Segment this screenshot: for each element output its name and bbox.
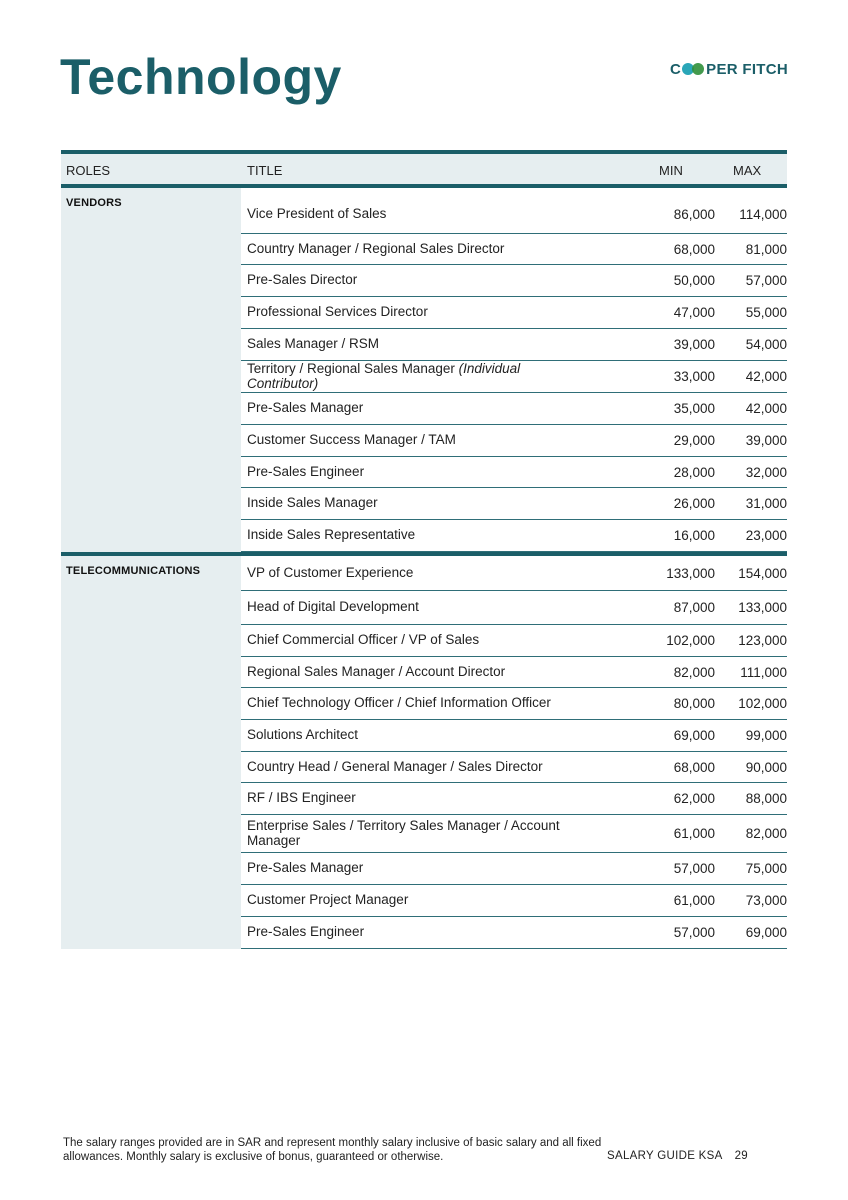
table-row: [241, 457, 787, 488]
row-max-salary: 31,000: [745, 496, 787, 511]
row-title: [241, 665, 641, 680]
table-row: [241, 885, 787, 917]
row-title: [241, 433, 641, 448]
row-title-text: VP of Customer Experience: [247, 564, 414, 580]
column-header-title: TITLE: [247, 163, 283, 178]
row-max-salary: 75,000: [745, 861, 787, 876]
row-title-text: Sales Manager / RSM: [247, 336, 380, 352]
row-max-salary: 154,000: [738, 565, 787, 581]
row-max-salary: 54,000: [745, 337, 787, 352]
footer-note: The salary ranges provided are in SAR and represent monthly salary inclusive of basic salary and all fixed allowances. Monthly salary is exclusive of bonus, guaranteed or otherwise.: [63, 1137, 602, 1163]
table-row: [241, 720, 787, 752]
row-max-salary: 114,000: [739, 207, 787, 222]
row-title-text: Pre-Sales Manager: [247, 400, 364, 416]
table-row: [241, 329, 787, 361]
row-min-salary: 50,000: [673, 273, 715, 288]
table-row: [241, 625, 787, 657]
row-min-salary: 68,000: [673, 241, 715, 257]
row-title: [241, 760, 641, 775]
row-title-text: Inside Sales Representative: [247, 527, 416, 543]
column-header-min: MIN: [659, 163, 683, 178]
row-title: [241, 337, 641, 352]
row-title: [241, 273, 641, 288]
row-max-salary: 90,000: [745, 759, 787, 775]
table-row: [241, 752, 787, 783]
table-row: [241, 265, 787, 297]
row-min-salary: 61,000: [673, 826, 715, 841]
guide-name: SALARY GUIDE KSA: [607, 1150, 723, 1162]
table-row: [241, 853, 787, 885]
row-min-salary: 62,000: [673, 791, 715, 806]
row-min-salary: 26,000: [673, 496, 715, 511]
row-min-salary: 16,000: [673, 528, 715, 543]
row-title: [241, 696, 641, 711]
row-title-text: Customer Project Manager: [247, 892, 409, 908]
table-row: [241, 556, 787, 591]
page-title: Technology: [60, 49, 342, 105]
row-title-text: Chief Technology Officer / Chief Information Officer: [247, 695, 551, 711]
row-max-salary: 81,000: [745, 241, 787, 257]
row-min-salary: 28,000: [673, 464, 715, 480]
row-max-salary: 111,000: [740, 664, 787, 680]
row-title: [241, 242, 641, 257]
row-title-text: Professional Services Director: [247, 304, 428, 320]
row-min-salary: 57,000: [673, 861, 715, 876]
row-title: [241, 528, 641, 543]
row-title-note: (Individual Contributor): [247, 360, 521, 391]
row-title-text: Inside Sales Manager: [247, 495, 378, 511]
row-title: [241, 496, 641, 511]
row-min-salary: 87,000: [673, 600, 715, 615]
footer-guide: [607, 1150, 748, 1162]
table-row: [241, 520, 787, 552]
group-label: TELECOMMUNICATIONS: [61, 556, 241, 949]
table-body: [61, 188, 787, 949]
table-row: [241, 361, 787, 393]
row-title: [241, 728, 641, 743]
group-rows: [241, 556, 787, 949]
row-title: [241, 566, 641, 581]
row-title: [241, 465, 641, 480]
role-group: [61, 556, 787, 949]
row-title: [241, 861, 641, 876]
row-max-salary: 123,000: [738, 633, 787, 648]
row-title: [241, 207, 641, 222]
row-max-salary: 42,000: [745, 369, 787, 384]
table-row: [241, 815, 787, 853]
row-max-salary: 32,000: [745, 464, 787, 480]
column-header-roles: ROLES: [66, 163, 111, 178]
row-max-salary: 88,000: [745, 791, 787, 806]
row-title-text: Solutions Architect: [247, 727, 359, 743]
row-title-text: Pre-Sales Director: [247, 272, 358, 288]
group-rows: [241, 188, 787, 552]
row-title-text: Country Manager / Regional Sales Director: [247, 240, 505, 256]
table-row: [241, 425, 787, 457]
table-row: [241, 188, 787, 234]
table-header: [61, 150, 787, 188]
table-row: [241, 688, 787, 720]
row-title-text: Head of Digital Development: [247, 599, 419, 615]
row-title: [241, 362, 641, 392]
table-row: [241, 657, 787, 688]
row-max-salary: 73,000: [745, 893, 787, 908]
logo-text-right: PER FITCH: [706, 60, 789, 78]
row-min-salary: 68,000: [673, 759, 715, 775]
table-row: [241, 297, 787, 329]
row-max-salary: 57,000: [745, 273, 787, 288]
row-max-salary: 82,000: [745, 826, 787, 841]
row-min-salary: 33,000: [673, 369, 715, 384]
table-row: [241, 591, 787, 625]
table-row: [241, 488, 787, 520]
row-title-text: RF / IBS Engineer: [247, 790, 356, 806]
row-title-text: Customer Success Manager / TAM: [247, 432, 456, 448]
row-min-salary: 47,000: [673, 305, 715, 320]
row-min-salary: 80,000: [673, 696, 715, 711]
row-min-salary: 86,000: [673, 207, 715, 222]
role-group: [61, 188, 787, 552]
row-title: [241, 401, 641, 416]
row-max-salary: 69,000: [745, 925, 787, 940]
row-title-text: Regional Sales Manager / Account Director: [247, 663, 506, 679]
row-max-salary: 99,000: [745, 728, 787, 743]
table-row: [241, 393, 787, 425]
cooper-fitch-logo: [670, 60, 788, 78]
row-min-salary: 69,000: [673, 728, 715, 743]
row-title: [241, 893, 641, 908]
row-title-text: Chief Commercial Officer / VP of Sales: [247, 632, 480, 648]
row-title-text: Territory / Regional Sales Manager: [247, 360, 459, 376]
row-max-salary: 23,000: [745, 528, 787, 543]
table-row: [241, 234, 787, 265]
row-min-salary: 29,000: [673, 433, 715, 448]
row-min-salary: 133,000: [666, 565, 715, 581]
row-title: [241, 305, 641, 320]
row-title: [241, 791, 641, 806]
page-number: 29: [734, 1150, 748, 1162]
salary-table: [61, 150, 787, 949]
row-max-salary: 55,000: [745, 305, 787, 320]
row-title-text: Vice President of Sales: [247, 206, 387, 222]
row-min-salary: 35,000: [673, 401, 715, 416]
column-header-max: MAX: [733, 163, 762, 178]
row-title: [241, 600, 641, 615]
logo-rings-icon: [682, 62, 706, 76]
row-title-text: Pre-Sales Engineer: [247, 463, 365, 479]
row-min-salary: 57,000: [673, 925, 715, 940]
row-min-salary: 39,000: [673, 337, 715, 352]
row-max-salary: 102,000: [738, 696, 787, 711]
table-row: [241, 917, 787, 949]
row-min-salary: 102,000: [666, 633, 715, 648]
row-max-salary: 133,000: [738, 600, 787, 615]
group-label: VENDORS: [61, 188, 241, 552]
row-min-salary: 61,000: [673, 893, 715, 908]
row-title-text: Enterprise Sales / Territory Sales Manager / Account Manager: [247, 817, 560, 848]
row-max-salary: 39,000: [745, 433, 787, 448]
logo-text-left: C: [670, 60, 682, 78]
row-title: [241, 925, 641, 940]
row-title-text: Pre-Sales Manager: [247, 860, 364, 876]
row-title-text: Pre-Sales Engineer: [247, 924, 365, 940]
row-max-salary: 42,000: [745, 401, 787, 416]
row-min-salary: 82,000: [673, 664, 715, 680]
row-title: [241, 819, 641, 849]
row-title: [241, 633, 641, 648]
row-title-text: Country Head / General Manager / Sales Director: [247, 758, 543, 774]
table-row: [241, 783, 787, 815]
